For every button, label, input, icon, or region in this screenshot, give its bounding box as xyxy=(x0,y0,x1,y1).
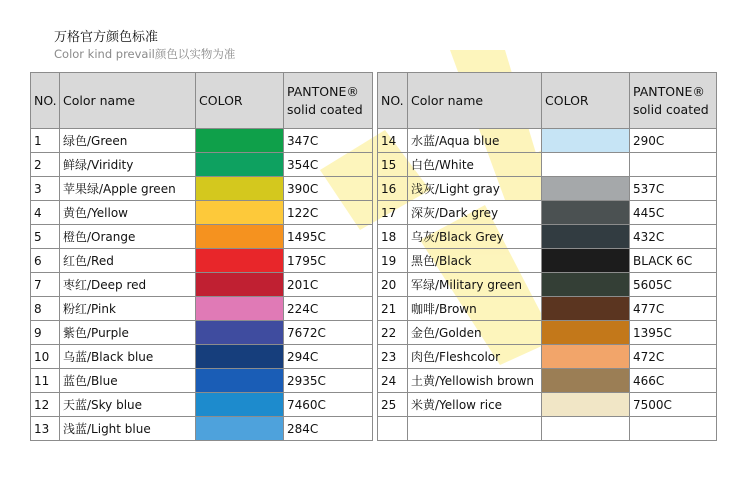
color-swatch-fill xyxy=(196,297,283,320)
color-swatch xyxy=(196,321,284,345)
color-number: 12 xyxy=(31,393,60,417)
color-number: 24 xyxy=(378,369,408,393)
color-name: 鲜绿/Viridity xyxy=(60,153,196,177)
pantone-code: BLACK 6C xyxy=(630,249,717,273)
pantone-code: 472C xyxy=(630,345,717,369)
pantone-code: 284C xyxy=(284,417,373,441)
color-number: 2 xyxy=(31,153,60,177)
color-swatch-fill xyxy=(542,297,629,320)
table-row xyxy=(378,393,717,417)
color-name: 白色/White xyxy=(408,153,542,177)
table-header-row xyxy=(378,73,717,129)
column-header-pantone xyxy=(284,73,373,129)
table-row xyxy=(31,273,373,297)
column-header-name: Color name xyxy=(60,73,196,129)
pantone-code: 5605C xyxy=(630,273,717,297)
color-name: 黄色/Yellow xyxy=(60,201,196,225)
color-name: 黑色/Black xyxy=(408,249,542,273)
color-swatch xyxy=(196,345,284,369)
color-name: 军绿/Military green xyxy=(408,273,542,297)
pantone-code: 466C xyxy=(630,369,717,393)
color-swatch-fill xyxy=(542,249,629,272)
color-swatch xyxy=(196,369,284,393)
color-name: 橙色/Orange xyxy=(60,225,196,249)
table-row xyxy=(31,297,373,321)
color-swatch-fill xyxy=(542,129,629,152)
color-swatch xyxy=(196,153,284,177)
color-swatch xyxy=(196,225,284,249)
color-number: 8 xyxy=(31,297,60,321)
color-number: 10 xyxy=(31,345,60,369)
color-swatch-fill xyxy=(196,201,283,224)
page-title: 万格官方颜色标准 xyxy=(54,30,159,45)
color-swatch xyxy=(196,297,284,321)
color-swatch-fill xyxy=(542,393,629,416)
color-name: 枣红/Deep red xyxy=(60,273,196,297)
color-number: 20 xyxy=(378,273,408,297)
page-subtitle: Color kind prevail颜色以实物为准 xyxy=(54,47,236,61)
color-swatch xyxy=(542,153,630,177)
table-row xyxy=(31,321,373,345)
color-swatch xyxy=(542,321,630,345)
color-number: 14 xyxy=(378,129,408,153)
color-swatch xyxy=(196,417,284,441)
color-swatch-fill xyxy=(196,249,283,272)
color-swatch-fill xyxy=(196,345,283,368)
color-name: 浅灰/Light gray xyxy=(408,177,542,201)
color-number: 9 xyxy=(31,321,60,345)
color-swatch xyxy=(542,369,630,393)
color-number: 11 xyxy=(31,369,60,393)
color-swatch xyxy=(542,297,630,321)
pantone-header-line1: PANTONE® xyxy=(633,83,705,99)
color-swatch-fill xyxy=(196,177,283,200)
pantone-code: 7460C xyxy=(284,393,373,417)
color-number: 17 xyxy=(378,201,408,225)
table-row xyxy=(378,153,717,177)
color-number: 1 xyxy=(31,129,60,153)
color-swatch-fill xyxy=(196,153,283,176)
pantone-code: 122C xyxy=(284,201,373,225)
pantone-code: 1495C xyxy=(284,225,373,249)
color-number: 15 xyxy=(378,153,408,177)
table-row xyxy=(31,153,373,177)
color-swatch-fill xyxy=(542,153,629,176)
color-swatch-fill xyxy=(196,393,283,416)
table-row xyxy=(378,321,717,345)
color-swatch-fill xyxy=(196,369,283,392)
color-name: 绿色/Green xyxy=(60,129,196,153)
pantone-code: 347C xyxy=(284,129,373,153)
pantone-code xyxy=(630,153,717,177)
color-table-right xyxy=(377,72,717,441)
empty-cell xyxy=(630,417,717,441)
color-name: 粉红/Pink xyxy=(60,297,196,321)
color-swatch-fill xyxy=(196,417,283,440)
color-swatch-fill xyxy=(542,273,629,296)
table-row xyxy=(378,129,717,153)
pantone-code: 290C xyxy=(630,129,717,153)
color-swatch-fill xyxy=(196,225,283,248)
pantone-header-line2: solid coated xyxy=(633,101,709,117)
pantone-header-line2: solid coated xyxy=(287,101,363,117)
pantone-code: 7500C xyxy=(630,393,717,417)
table-row xyxy=(378,201,717,225)
column-header-no: NO. xyxy=(31,73,60,129)
color-swatch-fill xyxy=(542,321,629,344)
color-name: 乌蓝/Black blue xyxy=(60,345,196,369)
pantone-code: 7672C xyxy=(284,321,373,345)
color-swatch-fill xyxy=(542,369,629,392)
column-header-color: COLOR xyxy=(196,73,284,129)
color-swatch xyxy=(196,201,284,225)
color-number: 13 xyxy=(31,417,60,441)
color-swatch xyxy=(542,345,630,369)
color-number: 25 xyxy=(378,393,408,417)
color-table-left xyxy=(30,72,373,441)
color-number: 3 xyxy=(31,177,60,201)
color-name: 深灰/Dark grey xyxy=(408,201,542,225)
table-row xyxy=(31,129,373,153)
pantone-code: 201C xyxy=(284,273,373,297)
table-row xyxy=(31,249,373,273)
table-row xyxy=(378,177,717,201)
color-swatch xyxy=(196,129,284,153)
table-header-row xyxy=(31,73,373,129)
column-header-name: Color name xyxy=(408,73,542,129)
color-swatch-fill xyxy=(542,177,629,200)
color-name: 苹果绿/Apple green xyxy=(60,177,196,201)
color-swatch xyxy=(196,249,284,273)
color-name: 红色/Red xyxy=(60,249,196,273)
color-number: 21 xyxy=(378,297,408,321)
color-swatch xyxy=(542,129,630,153)
color-swatch xyxy=(542,273,630,297)
color-name: 乌灰/Black Grey xyxy=(408,225,542,249)
color-swatch xyxy=(542,225,630,249)
color-name: 浅蓝/Light blue xyxy=(60,417,196,441)
pantone-code: 477C xyxy=(630,297,717,321)
pantone-code: 390C xyxy=(284,177,373,201)
color-swatch-fill xyxy=(196,321,283,344)
color-swatch xyxy=(542,177,630,201)
color-number: 5 xyxy=(31,225,60,249)
color-swatch xyxy=(196,393,284,417)
color-swatch-fill xyxy=(542,225,629,248)
color-number: 23 xyxy=(378,345,408,369)
pantone-code: 1395C xyxy=(630,321,717,345)
color-name: 天蓝/Sky blue xyxy=(60,393,196,417)
color-name: 蓝色/Blue xyxy=(60,369,196,393)
empty-cell xyxy=(542,417,630,441)
color-number: 22 xyxy=(378,321,408,345)
color-name: 肉色/Fleshcolor xyxy=(408,345,542,369)
table-row xyxy=(378,249,717,273)
table-row xyxy=(378,369,717,393)
column-header-pantone xyxy=(630,73,717,129)
pantone-code: 224C xyxy=(284,297,373,321)
color-swatch-fill xyxy=(196,273,283,296)
color-swatch xyxy=(542,393,630,417)
pantone-header-line1: PANTONE® xyxy=(287,83,359,99)
color-swatch xyxy=(196,273,284,297)
table-row xyxy=(378,225,717,249)
color-name: 土黄/Yellowish brown xyxy=(408,369,542,393)
color-swatch-fill xyxy=(196,129,283,152)
color-name: 紫色/Purple xyxy=(60,321,196,345)
empty-cell xyxy=(408,417,542,441)
color-number: 18 xyxy=(378,225,408,249)
table-row xyxy=(378,345,717,369)
table-row xyxy=(31,393,373,417)
table-row xyxy=(31,201,373,225)
empty-cell xyxy=(378,417,408,441)
color-swatch-fill xyxy=(542,201,629,224)
table-row xyxy=(378,273,717,297)
color-name: 水蓝/Aqua blue xyxy=(408,129,542,153)
color-number: 7 xyxy=(31,273,60,297)
color-number: 16 xyxy=(378,177,408,201)
color-name: 金色/Golden xyxy=(408,321,542,345)
color-swatch xyxy=(196,177,284,201)
color-number: 4 xyxy=(31,201,60,225)
table-row xyxy=(31,177,373,201)
table-row xyxy=(31,225,373,249)
color-swatch xyxy=(542,201,630,225)
color-swatch xyxy=(542,249,630,273)
color-name: 米黄/Yellow rice xyxy=(408,393,542,417)
column-header-color: COLOR xyxy=(542,73,630,129)
column-header-no: NO. xyxy=(378,73,408,129)
pantone-code: 354C xyxy=(284,153,373,177)
color-number: 19 xyxy=(378,249,408,273)
page-header xyxy=(54,30,235,62)
pantone-code: 2935C xyxy=(284,369,373,393)
table-row xyxy=(378,417,717,441)
table-row xyxy=(31,345,373,369)
pantone-code: 445C xyxy=(630,201,717,225)
color-name: 咖啡/Brown xyxy=(408,297,542,321)
table-row xyxy=(31,417,373,441)
pantone-code: 294C xyxy=(284,345,373,369)
table-row xyxy=(31,369,373,393)
pantone-code: 537C xyxy=(630,177,717,201)
color-number: 6 xyxy=(31,249,60,273)
color-swatch-fill xyxy=(542,345,629,368)
table-row xyxy=(378,297,717,321)
pantone-code: 1795C xyxy=(284,249,373,273)
pantone-code: 432C xyxy=(630,225,717,249)
